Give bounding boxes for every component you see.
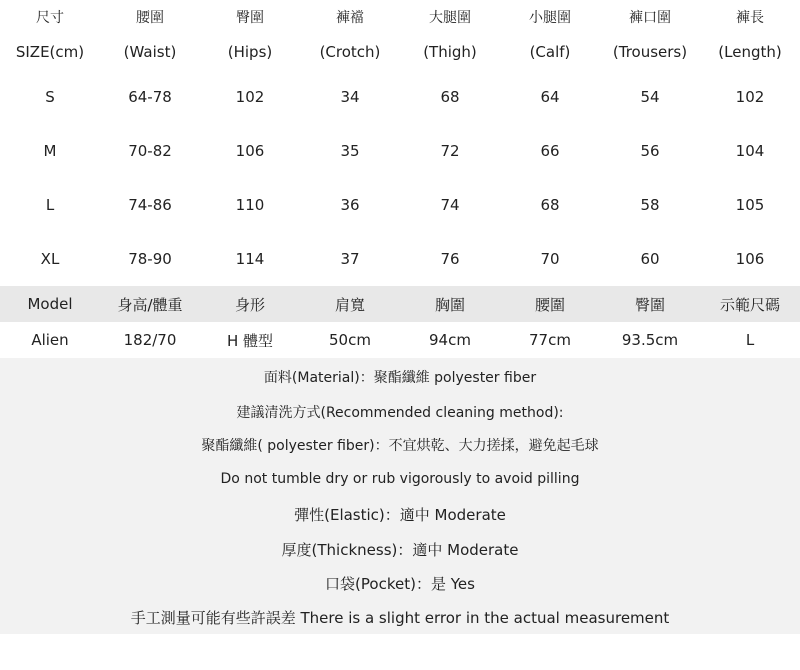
size-cell: 76 (440, 250, 460, 268)
cleaning-note-en: Do not tumble dry or rub vigorously to avoid pilling (220, 471, 580, 487)
header-zh-cell: 褲襠 (336, 10, 364, 26)
size-row-l (0, 178, 800, 232)
size-cell: 35 (340, 142, 360, 160)
size-cell: 102 (235, 88, 265, 106)
size-cell: 56 (640, 142, 660, 160)
cleaning-note-zh: 聚酯纖維( polyester fiber)：不宜烘乾、大力搓揉，避免起毛球 (201, 438, 599, 454)
model-cell: 182/70 (123, 331, 177, 349)
header-zh-cell: 腰圍 (136, 10, 164, 26)
header-en-cell: (Waist) (123, 43, 177, 61)
header-zh-cell: 尺寸 (36, 10, 64, 26)
model-header-cell: Model (27, 295, 73, 313)
size-cell: 106 (235, 142, 265, 160)
size-cell: L (45, 196, 55, 214)
size-cell: 110 (235, 196, 265, 214)
header-zh-cell: 臀圍 (236, 10, 264, 26)
header-en-cell: (Calf) (529, 43, 571, 61)
size-cell: 102 (735, 88, 765, 106)
measurement-error-note: 手工測量可能有些許誤差 There is a slight error in the actual measurement (130, 608, 670, 627)
size-cell: 104 (735, 142, 765, 160)
model-header-cell: 胸圍 (434, 295, 465, 314)
size-cell: 66 (540, 142, 560, 160)
header-en-cell: (Length) (718, 43, 782, 61)
model-cell: 50cm (329, 331, 371, 349)
size-cell: 70 (540, 250, 560, 268)
size-row-s (0, 70, 800, 124)
model-cell: 77cm (529, 331, 571, 349)
pocket-note: 口袋(Pocket)：是 Yes (325, 574, 475, 593)
header-row-chinese (0, 0, 800, 34)
size-cell: 54 (640, 88, 660, 106)
model-cell: L (745, 331, 755, 349)
header-zh-cell: 小腿圍 (529, 10, 571, 26)
size-cell: 34 (340, 88, 360, 106)
header-en-cell: (Crotch) (319, 43, 381, 61)
model-cell: Alien (31, 331, 69, 349)
size-cell: 74 (440, 196, 460, 214)
size-cell: 105 (735, 196, 765, 214)
model-header-cell: 身高/體重 (117, 295, 183, 314)
size-cell: 72 (440, 142, 460, 160)
size-cell: M (43, 142, 57, 160)
model-cell: 94cm (429, 331, 471, 349)
model-header-cell: 腰圍 (534, 295, 565, 314)
size-cell: 68 (440, 88, 460, 106)
header-zh-cell: 褲口圍 (629, 10, 671, 26)
model-header-cell: 臀圍 (634, 295, 665, 314)
size-cell: 114 (235, 250, 265, 268)
header-en-cell: (Thigh) (423, 43, 477, 61)
size-cell: 37 (340, 250, 360, 268)
size-cell: 58 (640, 196, 660, 214)
header-en-cell: (Hips) (227, 43, 273, 61)
size-cell: 70-82 (128, 142, 172, 160)
size-cell: 106 (735, 250, 765, 268)
model-cell: H 體型 (226, 331, 274, 350)
model-data-row (0, 322, 800, 358)
header-row-english (0, 34, 800, 70)
header-en-cell: (Trousers) (612, 43, 688, 61)
model-cell: 93.5cm (621, 331, 679, 349)
model-header-cell: 示範尺碼 (719, 295, 780, 314)
size-cell: 74-86 (128, 196, 172, 214)
size-cell: 78-90 (128, 250, 172, 268)
cleaning-method-heading: 建議清洗方式(Recommended cleaning method): (236, 405, 564, 421)
thickness-note: 厚度(Thickness)：適中 Moderate (281, 540, 519, 559)
size-cell: XL (40, 250, 60, 268)
size-cell: 68 (540, 196, 560, 214)
header-zh-cell: 大腿圍 (429, 10, 471, 26)
care-notes-panel (0, 358, 800, 634)
elastic-note: 彈性(Elastic)：適中 Moderate (294, 505, 506, 524)
size-cell: 60 (640, 250, 660, 268)
size-cell: S (45, 88, 55, 106)
material-note: 面料(Material)：聚酯纖維 polyester fiber (263, 370, 537, 386)
size-row-m (0, 124, 800, 178)
header-zh-cell: 褲長 (736, 10, 764, 26)
size-cell: 64-78 (128, 88, 172, 106)
size-cell: 36 (340, 196, 360, 214)
model-header-cell: 身形 (234, 295, 265, 314)
model-header-cell: 肩寬 (334, 295, 365, 314)
size-cell: 64 (540, 88, 560, 106)
size-row-xl (0, 232, 800, 286)
model-header-row (0, 286, 800, 322)
header-en-cell: SIZE(cm) (15, 43, 85, 61)
